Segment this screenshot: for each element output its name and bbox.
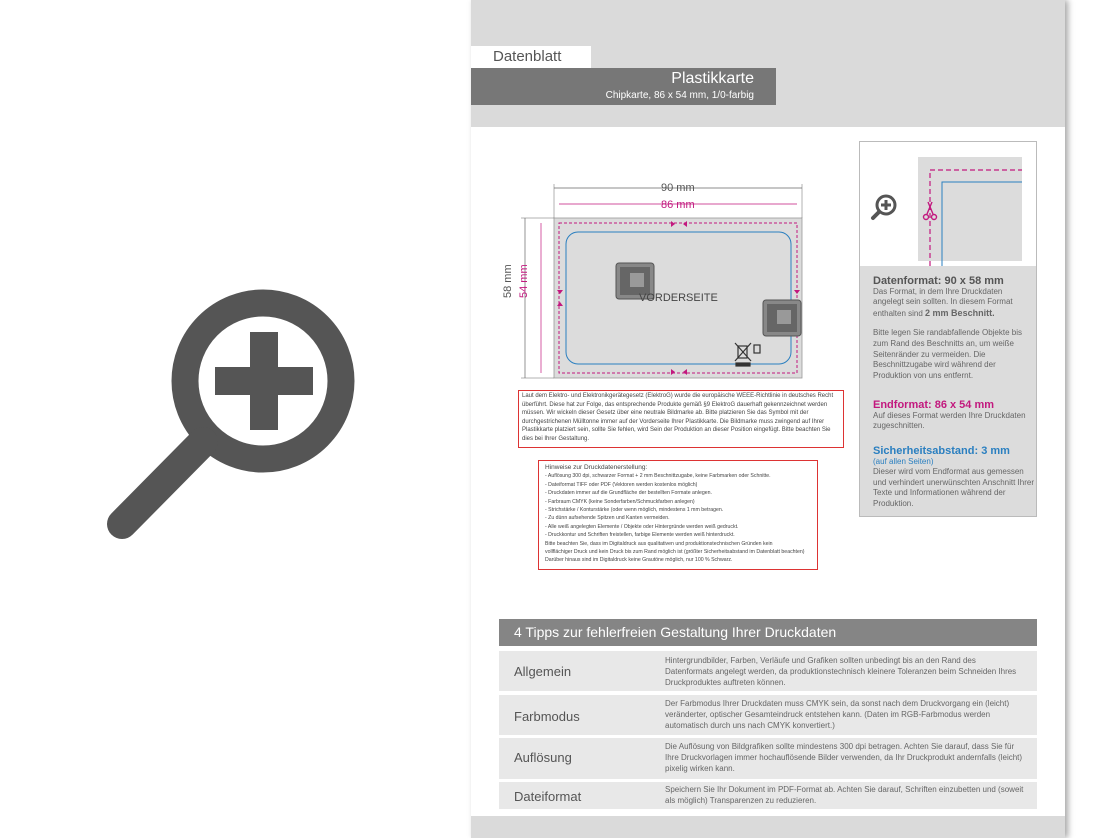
endformat-title: Endformat: 86 x 54 mm (873, 399, 995, 411)
datenformat-bleed: 2 mm Beschnitt. (925, 307, 995, 318)
title-bar (471, 68, 776, 105)
weee-notice-text: Laut dem Elektro- und Elektronikgerätegesetz (ElektroG) wurde die europäische WEEE-Richtlinie in deutsches Recht überführt. Diese hat zur Folge, das entsprechende Produkte gemäß §9 ElektroG dauerhaft gekennzeichnet werden müssen. Wir wickeln dieser Gesetz über eine neutrale Bildmarke ab. Bitte platzieren Sie das Symbol mit der durchgestrichenen Mülltonne immer auf der Vorderseite Ihrer Plastikkarte. Die Bildmarke muss zwingend auf Ihrer Plastikkarte platziert sein, sollte Sie fehlen, wird Sein der Produktion an dieser Position eingefügt. Bitte beachten Sie dies bei Ihrer Gestaltung. (522, 393, 834, 442)
tip-text: Die Auflösung von Bildgrafiken sollte mindestens 300 dpi betragen. Achten Sie darauf, dass Sie für Ihre Druckvorlagen immer hochauflösende Bilder verwenden, da Ihr Druckprodukt andernfalls (leicht) pixelig wirken kann. (665, 742, 1023, 773)
print-note-line: - Strichstärke / Konturstärke (oder wenn möglich, mindestens 1 mm betragen. (545, 507, 724, 514)
safety-sub: (auf allen Seiten) (873, 456, 934, 466)
tip-row (499, 695, 1037, 735)
datenformat-text: Das Format, in dem Ihre Druckdaten angelegt sein sollten. In diesem Format enthalten sind (873, 286, 1013, 318)
print-note-line: Darüber hinaus sind im Digitaldruck keine Grautöne möglich, nur 100 % Schwarz. (545, 557, 733, 564)
print-notes (538, 460, 818, 570)
print-note-line: - Zu dünn aufsehende Spitzen und Kanten vermeiden. (545, 515, 670, 522)
print-note-line: - Dateiformat TIFF oder PDF (Vektoren werden kostenlos möglich) (545, 481, 698, 488)
width-outer-label: 90 mm (661, 182, 695, 194)
tip-text: Hintergrundbilder, Farben, Verläufe und Grafiken sollten unbedingt bis an den Rand des Datenformats angelegt werden, da produktionstechnisch kleinere Toleranzen beim Schneiden Ihres Druckproduktes auftreten können. (665, 656, 1017, 687)
tip-text: Speichern Sie Ihr Dokument im PDF-Format ab. Achten Sie darauf, Schriften einzubetten und (soweit als möglich) Transparenzen zu reduzieren. (665, 785, 1024, 805)
tip-name: Allgemein (514, 664, 572, 679)
tip-text: Der Farbmodus Ihrer Druckdaten muss CMYK sein, da sonst nach dem Druckvorgang ein (leicht) veränderter, optischer Gesamteindruck entstehen kann. (Daten im RGB-Farbmodus werden automatisch durch uns nach CMYK konvertiert.) (665, 699, 1010, 730)
safety-text: Dieser wird vom Endformat aus gemessen und verhindert unerwünschten Anschnitt Ihrer Texte und Informationen während der Produktion. (873, 467, 1034, 508)
weee-notice (518, 390, 844, 448)
page-title: Plastikkarte (671, 70, 754, 87)
endformat-section (873, 400, 1035, 432)
tip-name: Dateiformat (514, 789, 582, 804)
datenformat-title: Datenformat: 90 x 58 mm (873, 275, 1004, 287)
print-note-line: - Alle weiß angelegten Elemente / Objekte oder Hintergründe werden weiß gedruckt. (545, 523, 739, 530)
corner-detail (860, 142, 1036, 266)
safety-section (873, 446, 1035, 510)
print-note-line: - Druckdaten immer auf die Grundfläche der bestellten Formate anlegen. (545, 490, 712, 497)
height-outer-label: 58 mm (502, 264, 514, 298)
datasheet-tab: Datenblatt (471, 46, 591, 68)
tip-name: Auflösung (514, 750, 572, 765)
height-inner-label: 54 mm (518, 264, 530, 298)
tip-row (499, 782, 1037, 809)
endformat-text: Auf dieses Format werden Ihre Druckdaten zugeschnitten. (873, 410, 1026, 431)
width-inner-label: 86 mm (661, 199, 695, 211)
zoom-in-icon[interactable] (100, 280, 360, 550)
safety-title: Sicherheitsabstand: 3 mm (873, 445, 1010, 457)
print-note-line: - Druckkontur und Schriften freistellen, farbige Elemente werden weiß hinterdruckt. (545, 532, 735, 539)
format-info-panel (859, 141, 1037, 517)
tip-row (499, 651, 1037, 691)
tips-heading: 4 Tipps zur fehlerfreien Gestaltung Ihrer Druckdaten (499, 619, 1037, 646)
print-note-line: - Farbraum CMYK (keine Sonderfarben/Schmuckfarben anlegen) (545, 498, 695, 505)
card-side-label: VORDERSEITE (639, 292, 718, 304)
chip-icon-2 (763, 300, 801, 336)
datasheet-page (471, 0, 1065, 838)
tip-row (499, 738, 1037, 779)
page-subtitle: Chipkarte, 86 x 54 mm, 1/0-farbig (605, 90, 754, 101)
footer-band (471, 816, 1065, 838)
bleed-text: Bitte legen Sie randabfallende Objekte bis zum Rand des Beschnitts an, um weiße Seitenränder zu vermeiden. Die Beschnittzugabe wird während der Produktion von uns entfernt. (873, 328, 1022, 380)
print-notes-title: Hinweise zur Druckdatenerstellung: (545, 464, 648, 471)
print-note-line: vollflächiger Druck und kein Druck bis zum Rand möglich ist (größter Sicherheitsabstand im Datenblatt beachten) (545, 549, 805, 556)
tip-name: Farbmodus (514, 709, 580, 724)
zoom-icon (873, 196, 895, 218)
print-note-line: Bitte beachten Sie, dass im Digitaldruck aus qualitativen und produktionstechnischen Gründen kein (545, 540, 773, 547)
datenformat-section (873, 276, 1035, 381)
print-note-line: - Auflösung 300 dpi, schwarzer Format + 2 mm Beschnittzugabe, keine Farbmarken oder Schnitte. (545, 473, 771, 480)
